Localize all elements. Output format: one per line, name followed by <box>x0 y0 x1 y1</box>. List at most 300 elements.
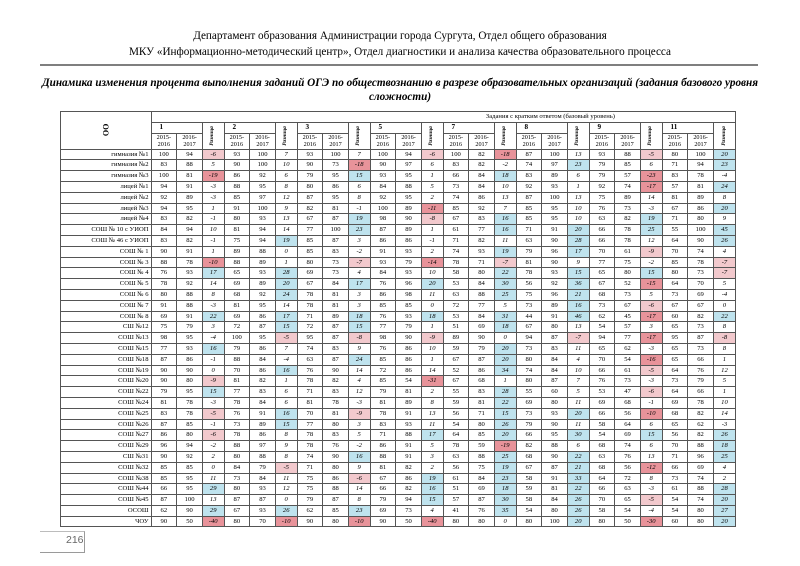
table-row <box>61 289 736 300</box>
diff-value: 23 <box>567 160 589 171</box>
value-2016-2017: 96 <box>688 451 714 462</box>
diff-value: 1 <box>421 225 443 236</box>
value-2015-2016: 86 <box>151 430 177 441</box>
value-2016-2017: 86 <box>250 343 276 354</box>
year-b-header: 2016-2017 <box>469 133 495 149</box>
value-2015-2016: 66 <box>589 408 615 419</box>
value-2015-2016: 84 <box>151 225 177 236</box>
value-2015-2016: 80 <box>516 354 542 365</box>
value-2015-2016: 66 <box>516 430 542 441</box>
value-2016-2017: 90 <box>542 451 568 462</box>
value-2016-2017: 87 <box>250 495 276 506</box>
diff-value: 8 <box>348 495 370 506</box>
value-2015-2016: 86 <box>224 171 250 182</box>
value-2015-2016: 85 <box>516 214 542 225</box>
value-2015-2016: 70 <box>662 441 688 452</box>
value-2016-2017: 82 <box>396 484 422 495</box>
diff-value: 7 <box>567 376 589 387</box>
value-2016-2017: 78 <box>688 257 714 268</box>
value-2016-2017: 90 <box>323 451 349 462</box>
diff-value: 4 <box>713 246 735 257</box>
diff-header-text: Разница <box>355 125 362 146</box>
diff-value: -11 <box>421 203 443 214</box>
value-2015-2016: 72 <box>370 365 396 376</box>
diff-value: -1 <box>202 214 224 225</box>
value-2015-2016: 85 <box>516 203 542 214</box>
diff-value: 33 <box>567 473 589 484</box>
value-2016-2017: 93 <box>250 268 276 279</box>
value-2015-2016: 64 <box>662 365 688 376</box>
value-2015-2016: 85 <box>370 300 396 311</box>
value-2016-2017: 70 <box>688 279 714 290</box>
value-2016-2017: 69 <box>615 430 641 441</box>
value-2015-2016: 77 <box>370 322 396 333</box>
value-2015-2016: 76 <box>151 268 177 279</box>
table-row <box>61 462 736 473</box>
diff-value: -1 <box>202 235 224 246</box>
value-2015-2016: 88 <box>224 354 250 365</box>
value-2016-2017: 82 <box>323 376 349 387</box>
value-2016-2017: 79 <box>469 343 495 354</box>
value-2015-2016: 67 <box>297 214 323 225</box>
value-2016-2017: 82 <box>469 160 495 171</box>
value-2016-2017: 60 <box>542 387 568 398</box>
value-2015-2016: 78 <box>443 441 469 452</box>
value-2016-2017: 91 <box>542 225 568 236</box>
diff-value: 3 <box>202 322 224 333</box>
value-2015-2016: 76 <box>370 311 396 322</box>
diff-value: 16 <box>202 343 224 354</box>
value-2015-2016: 83 <box>151 160 177 171</box>
value-2015-2016: 54 <box>589 430 615 441</box>
value-2016-2017: 78 <box>615 235 641 246</box>
diff-value: 20 <box>713 495 735 506</box>
value-2016-2017: 81 <box>177 171 203 182</box>
value-2015-2016: 100 <box>370 149 396 160</box>
value-2015-2016: 87 <box>151 419 177 430</box>
value-2016-2017: 88 <box>469 289 495 300</box>
diff-value: 15 <box>421 495 443 506</box>
year-b-header: 2016-2017 <box>323 133 349 149</box>
value-2015-2016: 69 <box>224 311 250 322</box>
value-2015-2016: 76 <box>370 343 396 354</box>
diff-value: 13 <box>567 149 589 160</box>
value-2015-2016: 75 <box>589 192 615 203</box>
value-2016-2017: 82 <box>177 235 203 246</box>
value-2016-2017: 73 <box>323 268 349 279</box>
diff-value: 21 <box>567 289 589 300</box>
school-name: СОШ № 5 <box>61 279 152 290</box>
value-2015-2016: 56 <box>443 462 469 473</box>
value-2015-2016: 76 <box>224 408 250 419</box>
task-number-3: 3 <box>297 122 348 133</box>
value-2016-2017: 90 <box>396 214 422 225</box>
value-2015-2016: 89 <box>224 246 250 257</box>
value-2015-2016: 88 <box>151 257 177 268</box>
year-b-header: 2016-2017 <box>615 133 641 149</box>
value-2016-2017: 95 <box>177 203 203 214</box>
value-2015-2016: 90 <box>151 516 177 527</box>
diff-value: 26 <box>713 235 735 246</box>
value-2015-2016: 58 <box>516 473 542 484</box>
diff-value: 1 <box>421 171 443 182</box>
value-2016-2017: 73 <box>615 289 641 300</box>
value-2016-2017: 97 <box>396 160 422 171</box>
diff-value: -9 <box>421 333 443 344</box>
value-2015-2016: 92 <box>370 192 396 203</box>
table-row <box>61 203 736 214</box>
table-row <box>61 225 736 236</box>
value-2015-2016: 90 <box>297 160 323 171</box>
value-2015-2016: 55 <box>443 387 469 398</box>
value-2016-2017: 86 <box>250 311 276 322</box>
school-name: СОШ №27 <box>61 430 152 441</box>
value-2015-2016: 67 <box>662 203 688 214</box>
diff-value: 34 <box>494 365 516 376</box>
diff-value: 25 <box>640 225 662 236</box>
diff-value: 9 <box>275 441 297 452</box>
value-2015-2016: 66 <box>589 235 615 246</box>
diff-value: 10 <box>275 160 297 171</box>
value-2016-2017: 95 <box>177 333 203 344</box>
diff-value: -5 <box>640 365 662 376</box>
year-a-header: 2015-2016 <box>662 133 688 149</box>
diff-value: 10 <box>202 225 224 236</box>
value-2015-2016: 74 <box>443 192 469 203</box>
diff-value: -2 <box>348 441 370 452</box>
value-2015-2016: 63 <box>297 354 323 365</box>
diff-value: 16 <box>567 300 589 311</box>
diff-value: 19 <box>494 462 516 473</box>
value-2016-2017: 95 <box>250 300 276 311</box>
diff-value: 16 <box>275 408 297 419</box>
value-2016-2017: 76 <box>688 365 714 376</box>
value-2016-2017: 100 <box>323 149 349 160</box>
value-2015-2016: 92 <box>589 181 615 192</box>
value-2015-2016: 54 <box>662 495 688 506</box>
year-b-header: 2016-2017 <box>250 133 276 149</box>
value-2015-2016: 51 <box>443 322 469 333</box>
value-2016-2017: 66 <box>688 354 714 365</box>
diff-value: 26 <box>567 505 589 516</box>
diff-value: 5 <box>202 160 224 171</box>
diff-value: 5 <box>421 441 443 452</box>
value-2016-2017: 93 <box>542 408 568 419</box>
value-2015-2016: 90 <box>297 516 323 527</box>
header-row-task-numbers <box>61 122 736 133</box>
value-2015-2016: 88 <box>224 181 250 192</box>
value-2016-2017: 86 <box>250 430 276 441</box>
value-2015-2016: 80 <box>224 214 250 225</box>
table-row <box>61 300 736 311</box>
diff-value: 23 <box>713 160 735 171</box>
table-row <box>61 354 736 365</box>
value-2016-2017: 89 <box>615 192 641 203</box>
diff-value: 20 <box>494 343 516 354</box>
table-row <box>61 246 736 257</box>
diff-value: 0 <box>275 246 297 257</box>
value-2016-2017: 91 <box>542 311 568 322</box>
diff-header-text: Разница <box>282 125 289 146</box>
table-row <box>61 473 736 484</box>
diff-value: 20 <box>713 149 735 160</box>
value-2016-2017: 90 <box>688 235 714 246</box>
value-2015-2016: 83 <box>662 171 688 182</box>
value-2015-2016: 59 <box>443 397 469 408</box>
value-2016-2017: 77 <box>469 300 495 311</box>
diff-value: 30 <box>494 495 516 506</box>
diff-value: -3 <box>640 484 662 495</box>
diff-value: 2 <box>421 462 443 473</box>
value-2016-2017: 84 <box>542 354 568 365</box>
value-2015-2016: 68 <box>589 441 615 452</box>
value-2016-2017: 91 <box>542 473 568 484</box>
value-2016-2017: 80 <box>323 516 349 527</box>
value-2015-2016: 66 <box>151 484 177 495</box>
value-2015-2016: 68 <box>662 408 688 419</box>
corner-label <box>61 112 152 150</box>
value-2015-2016: 81 <box>662 192 688 203</box>
value-2015-2016: 54 <box>443 419 469 430</box>
value-2015-2016: 51 <box>443 484 469 495</box>
value-2015-2016: 58 <box>589 419 615 430</box>
diff-value: 8 <box>348 192 370 203</box>
value-2015-2016: 75 <box>151 322 177 333</box>
value-2015-2016: 56 <box>662 430 688 441</box>
value-2015-2016: 54 <box>662 505 688 516</box>
value-2015-2016: 82 <box>516 441 542 452</box>
value-2015-2016: 65 <box>662 354 688 365</box>
value-2015-2016: 73 <box>589 300 615 311</box>
table-row <box>61 441 736 452</box>
diff-value: 16 <box>275 365 297 376</box>
value-2015-2016: 72 <box>443 300 469 311</box>
diff-value: -10 <box>275 516 297 527</box>
school-name: СОШ №29 <box>61 441 152 452</box>
value-2016-2017: 80 <box>177 376 203 387</box>
value-2015-2016: 72 <box>224 322 250 333</box>
value-2015-2016: 90 <box>370 160 396 171</box>
value-2016-2017: 90 <box>177 505 203 516</box>
diff-value: 12 <box>348 387 370 398</box>
diff-value: 7 <box>348 149 370 160</box>
value-2016-2017: 56 <box>615 462 641 473</box>
value-2015-2016: 100 <box>224 333 250 344</box>
value-2016-2017: 80 <box>469 268 495 279</box>
value-2016-2017: 95 <box>177 484 203 495</box>
value-2015-2016: 79 <box>224 343 250 354</box>
value-2016-2017: 95 <box>396 171 422 182</box>
value-2016-2017: 83 <box>323 387 349 398</box>
value-2016-2017: 74 <box>688 495 714 506</box>
value-2015-2016: 92 <box>516 181 542 192</box>
value-2015-2016: 57 <box>662 181 688 192</box>
value-2015-2016: 77 <box>589 257 615 268</box>
value-2016-2017: 89 <box>250 419 276 430</box>
year-a-header: 2015-2016 <box>224 133 250 149</box>
value-2016-2017: 92 <box>469 203 495 214</box>
value-2016-2017: 82 <box>688 408 714 419</box>
value-2015-2016: 69 <box>516 397 542 408</box>
value-2015-2016: 94 <box>151 181 177 192</box>
value-2015-2016: 78 <box>224 430 250 441</box>
header-line-2: МКУ «Информационно-методический центр», Отдел диагностики и анализа качества образовательного процесса <box>128 46 672 58</box>
value-2016-2017: 100 <box>688 149 714 160</box>
value-2016-2017: 82 <box>250 376 276 387</box>
value-2016-2017: 82 <box>688 311 714 322</box>
school-name: СОШ № 46 с УИОП <box>61 235 152 246</box>
task-number-1: 1 <box>151 122 202 133</box>
diff-value: 18 <box>494 484 516 495</box>
value-2015-2016: 62 <box>297 505 323 516</box>
table-row <box>61 257 736 268</box>
value-2016-2017: 84 <box>250 397 276 408</box>
value-2015-2016: 73 <box>662 473 688 484</box>
value-2015-2016: 93 <box>370 257 396 268</box>
value-2015-2016: 65 <box>224 268 250 279</box>
value-2015-2016: 100 <box>151 171 177 182</box>
diff-value: -5 <box>275 462 297 473</box>
table-row <box>61 419 736 430</box>
value-2015-2016: 80 <box>151 289 177 300</box>
diff-value: 17 <box>348 279 370 290</box>
table-row <box>61 343 736 354</box>
value-2016-2017: 80 <box>469 516 495 527</box>
value-2015-2016: 71 <box>370 430 396 441</box>
value-2015-2016: 68 <box>589 462 615 473</box>
value-2015-2016: 55 <box>662 225 688 236</box>
diff-value: 6 <box>640 441 662 452</box>
value-2016-2017: 96 <box>542 289 568 300</box>
diff-value: 17 <box>202 268 224 279</box>
school-name: СОШ №44 <box>61 484 152 495</box>
diff-value: 27 <box>713 505 735 516</box>
diff-value: 8 <box>275 430 297 441</box>
diff-value: 20 <box>567 408 589 419</box>
diff-value: 23 <box>494 473 516 484</box>
value-2015-2016: 63 <box>589 214 615 225</box>
value-2016-2017: 86 <box>323 473 349 484</box>
value-2015-2016: 83 <box>370 419 396 430</box>
value-2015-2016: 73 <box>662 376 688 387</box>
value-2016-2017: 71 <box>469 257 495 268</box>
diff-value: 1 <box>421 354 443 365</box>
value-2015-2016: 76 <box>370 279 396 290</box>
value-2016-2017: 91 <box>177 246 203 257</box>
value-2016-2017: 85 <box>323 505 349 516</box>
diff-value: 15 <box>567 268 589 279</box>
value-2016-2017: 84 <box>323 279 349 290</box>
value-2016-2017: 80 <box>323 462 349 473</box>
diff-value: 6 <box>275 171 297 182</box>
results-table-wrapper <box>60 111 736 527</box>
value-2016-2017: 76 <box>615 451 641 462</box>
value-2015-2016: 78 <box>516 268 542 279</box>
value-2016-2017: 68 <box>469 376 495 387</box>
value-2015-2016: 67 <box>662 300 688 311</box>
value-2015-2016: 73 <box>516 300 542 311</box>
value-2016-2017: 54 <box>615 354 641 365</box>
value-2015-2016: 92 <box>151 192 177 203</box>
diff-value: 26 <box>713 430 735 441</box>
value-2015-2016: 79 <box>516 246 542 257</box>
value-2015-2016: 66 <box>370 484 396 495</box>
value-2015-2016: 80 <box>224 516 250 527</box>
diff-value: 1 <box>202 203 224 214</box>
value-2016-2017: 95 <box>250 333 276 344</box>
table-row <box>61 181 736 192</box>
value-2016-2017: 80 <box>323 419 349 430</box>
value-2016-2017: 79 <box>396 257 422 268</box>
diff-value: -40 <box>421 516 443 527</box>
value-2015-2016: 85 <box>151 462 177 473</box>
value-2016-2017: 83 <box>542 343 568 354</box>
value-2016-2017: 93 <box>250 484 276 495</box>
value-2015-2016: 80 <box>443 516 469 527</box>
value-2016-2017: 95 <box>396 192 422 203</box>
value-2016-2017: 87 <box>688 333 714 344</box>
value-2016-2017: 93 <box>177 268 203 279</box>
diff-header-11 <box>713 122 735 149</box>
year-b-header: 2016-2017 <box>688 133 714 149</box>
value-2016-2017: 73 <box>688 343 714 354</box>
table-row <box>61 505 736 516</box>
school-name: СШ №12 <box>61 322 152 333</box>
value-2015-2016: 75 <box>297 484 323 495</box>
school-name: лицей №3 <box>61 203 152 214</box>
diff-value: -2 <box>494 160 516 171</box>
diff-value: -31 <box>421 376 443 387</box>
value-2016-2017: 69 <box>688 462 714 473</box>
value-2016-2017: 50 <box>615 516 641 527</box>
diff-value: 30 <box>567 430 589 441</box>
diff-value: 28 <box>275 268 297 279</box>
value-2016-2017: 85 <box>396 300 422 311</box>
value-2016-2017: 73 <box>688 322 714 333</box>
value-2015-2016: 70 <box>589 495 615 506</box>
value-2016-2017: 79 <box>688 376 714 387</box>
value-2015-2016: 67 <box>443 376 469 387</box>
value-2015-2016: 76 <box>297 365 323 376</box>
value-2016-2017: 83 <box>323 430 349 441</box>
diff-value: 6 <box>640 160 662 171</box>
value-2016-2017: 73 <box>615 376 641 387</box>
value-2016-2017: 80 <box>177 430 203 441</box>
year-a-header: 2015-2016 <box>370 133 396 149</box>
value-2015-2016: 83 <box>151 235 177 246</box>
year-a-header: 2015-2016 <box>151 133 177 149</box>
value-2015-2016: 87 <box>297 192 323 203</box>
task-number-8: 8 <box>516 122 567 133</box>
value-2016-2017: 89 <box>250 279 276 290</box>
value-2016-2017: 83 <box>323 343 349 354</box>
value-2016-2017: 66 <box>688 387 714 398</box>
table-row <box>61 495 736 506</box>
value-2016-2017: 81 <box>323 300 349 311</box>
diff-value: 22 <box>494 397 516 408</box>
diff-value: 8 <box>275 181 297 192</box>
diff-value: 26 <box>275 505 297 516</box>
value-2015-2016: 93 <box>370 171 396 182</box>
task-number-7: 7 <box>443 122 494 133</box>
school-name: СОШ №13 <box>61 333 152 344</box>
school-name: гимназия №1 <box>61 149 152 160</box>
diff-value: -40 <box>202 516 224 527</box>
value-2016-2017: 94 <box>177 149 203 160</box>
value-2015-2016: 64 <box>662 235 688 246</box>
value-2016-2017: 88 <box>396 181 422 192</box>
value-2016-2017: 100 <box>688 225 714 236</box>
